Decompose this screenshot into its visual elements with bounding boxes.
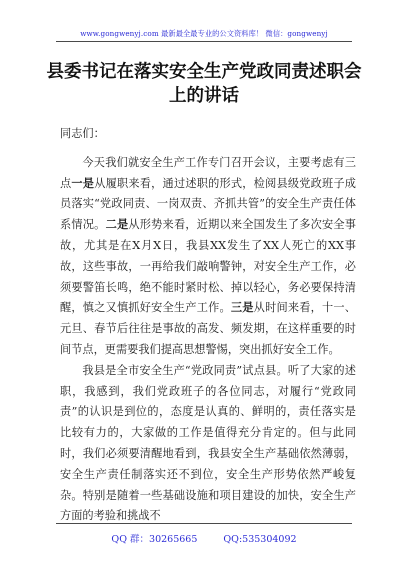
paragraph-1-point-3: 从时间来看，十一、元旦、春节后往往是事故的高发、频发期，在这样重要的时间节点，更需要我们提高思想警惕，突出抓好安全工作。	[60, 301, 356, 356]
keyword-second: 二是	[105, 218, 129, 232]
footer-qq-number: QQ:535304092	[223, 534, 297, 545]
paragraph-2: 我县是全市安全生产“党政同责”试点县。听了大家的述职，我感到，我们党政班子的各位同志，对履行“党政同责”的认识是到位的，态度是认真的、鲜明的，责任落实是比较有力的，大家做的工作是值得充分肯定的。但与此同时，我们必须要清醒地看到，我县安全生产基础依然薄弱，安全生产责任制落实还不到位，安全生产形势依然严峻复杂。特别是随着一些基础设施和项目建设的加快，安全生产方面的考验和挑战不	[60, 363, 356, 523]
footer-divider	[56, 523, 352, 524]
site-footer	[0, 531, 408, 545]
paragraph-1-point-1: 从履职来看，通过述职的形式，检阅县级党政班子成员落实“党政同责、一岗双责、齐抓共管”的安全生产责任体系情况。	[60, 176, 356, 232]
paragraph-1	[60, 153, 356, 361]
footer-qq-group: QQ 群：30265665	[111, 534, 198, 545]
header-divider	[56, 41, 352, 42]
document-title: 县委书记在落实安全生产党政同责述职会上的讲话	[46, 62, 362, 106]
keyword-first: 一是	[71, 176, 95, 190]
site-header-text: www.gongwenyj.com 最新最全最专业的公文资料库！ 微信：gongwenyj	[80, 29, 328, 38]
keyword-third: 三是	[230, 301, 254, 315]
paragraph-1-intro: 今天我们就安全生产工作专门召开会议，主要考虑有三点	[60, 155, 356, 190]
paragraph-1-point-2: 从形势来看，近期以来全国发生了多次安全事故，尤其是在X月X日，我县XX发生了XX人死亡的XX事故，这些事故，一再给我们敲响警钟，对安全生产工作，必须要警笛长鸣，绝不能时紧时松、掉以轻心，务必要保持清醒，慎之又慎抓好安全生产工作。	[60, 218, 356, 315]
greeting: 同志们：	[60, 127, 105, 140]
document-body	[60, 124, 356, 527]
